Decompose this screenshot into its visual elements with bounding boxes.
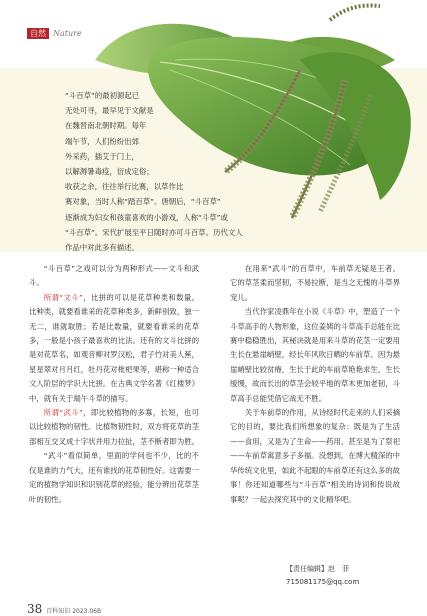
paragraph-text: ，比拼的可以是花草种类和数量。比种类，就要看谁采的花草种类多，新鲜别致，独一无二，谁就取胜；若是比数量，就要看谁采的花草多，一般是小孩子最喜欢的比法。还有的文斗比拼的是对花草名，如观音柳对罗汉松，君子竹对美人蕉，星星翠对月月红，牡丹花对枇杷果等，堪称一种适合文人阶层的学识大比拼。在古典文学名著《红楼梦》中，就有关于端午斗草的描写。 xyxy=(29,292,199,403)
paragraph xyxy=(29,291,199,406)
publication-info: 百科知识 2023.06B xyxy=(46,608,102,615)
paragraph: 在用来“武斗”的百草中，车前草无疑是王者。它的草茎柔而坚韧，不易拉断，是当之无愧的斗草界宠儿。 xyxy=(230,264,400,302)
hero-area xyxy=(0,0,427,252)
paragraph xyxy=(29,406,199,449)
intro-line: 外采药，插艾于门上， xyxy=(65,151,139,161)
page-footer xyxy=(27,602,101,616)
highlight-term: 所谓“武斗” xyxy=(43,408,83,418)
paragraph-text: “武斗”看似简单，里面的学问也不少，比的不仅是谁的力气大，还有谁找的花草韧性好。这需要一定的植物学知识和识别花草的经验，能分辨出花草茎叶的韧性。 xyxy=(29,451,199,504)
paragraph xyxy=(29,262,199,291)
article-column-left xyxy=(29,262,199,507)
intro-line: “斗百草”。宋代扩展至平日随时亦可斗百草。历代文人 xyxy=(65,227,243,237)
intro-line: 逐渐成为妇女和孩童喜欢的小游戏，人称“斗草”或 xyxy=(65,212,228,222)
paragraph-text: “斗百草”之戏可以分为两种形式——文斗和武斗。 xyxy=(29,264,199,288)
paragraph-text: ，即比较植物的多寡，长短，也可以比较植物的韧性。比植物韧性时，双方将花草的茎部相互交叉成十字状并用力拉扯，茎不断者即为胜。 xyxy=(29,408,199,446)
intro-line: 无处可寻，最早见于文献是 xyxy=(65,106,154,116)
editor-credit: 【责任编辑】赵 菲 xyxy=(286,565,349,573)
intro-line: 作品中对此多有描述。 xyxy=(65,243,139,253)
paragraph: 关于车前草的作用，从诗经时代走来的人们采摘它的目的，要比我们所想象的复杂：既是为了生活——食用，又是为了生命——药用，甚至是为了祭祀——车前草寓意多子多福。没想到，在博大精深的中华传统文化里，如此不起眼的车前草还有这么多的故事！你还知道哪些与“斗百草”相关的诗词和传说故事呢？一起去探究其中的文化精华吧。 xyxy=(230,408,401,504)
intro-line: “斗百草”的最初源起已 xyxy=(65,91,140,100)
editor-email: 715081175@qq.com xyxy=(286,578,360,586)
intro-text xyxy=(65,88,385,255)
intro-line: 端午节，人们纷纷出郊 xyxy=(65,136,139,146)
highlight-term: 所谓“文斗” xyxy=(43,292,83,302)
section-header xyxy=(27,27,82,39)
intro-line: 收获之余，往往举行比赛，以草作比 xyxy=(65,182,184,192)
section-tag-en: Nature xyxy=(53,28,82,38)
intro-line: 以解溽暑毒疫，衍成定俗； xyxy=(65,167,154,177)
page-number: 38 xyxy=(27,602,43,616)
intro-line: 在魏晋南北朝时期。每年 xyxy=(65,121,147,131)
intro-line: 赛对象，当时人称“踏百草”。唐朝后，“斗百草” xyxy=(65,197,221,207)
paragraph xyxy=(29,449,199,507)
article-column-right xyxy=(230,262,400,507)
section-tag: 自然 xyxy=(27,28,49,39)
paragraph: 当代作家凌鼎年在小说《斗草》中，塑造了一个斗草高手的人物形象，这位姜姨的斗草高手总能在比赛中稳稳胜出，其秘诀就是用来斗草的花茎一定要用生长在悬崖峭壁，经长年风吹日晒的车前草。因为悬崖峭壁比较贫瘠，生长于此的车前草艳艳求生，生长缓慢，故而长出的草茎会较平地的草木更加老韧，斗草高手总能凭借它战无不胜。 xyxy=(230,307,401,403)
